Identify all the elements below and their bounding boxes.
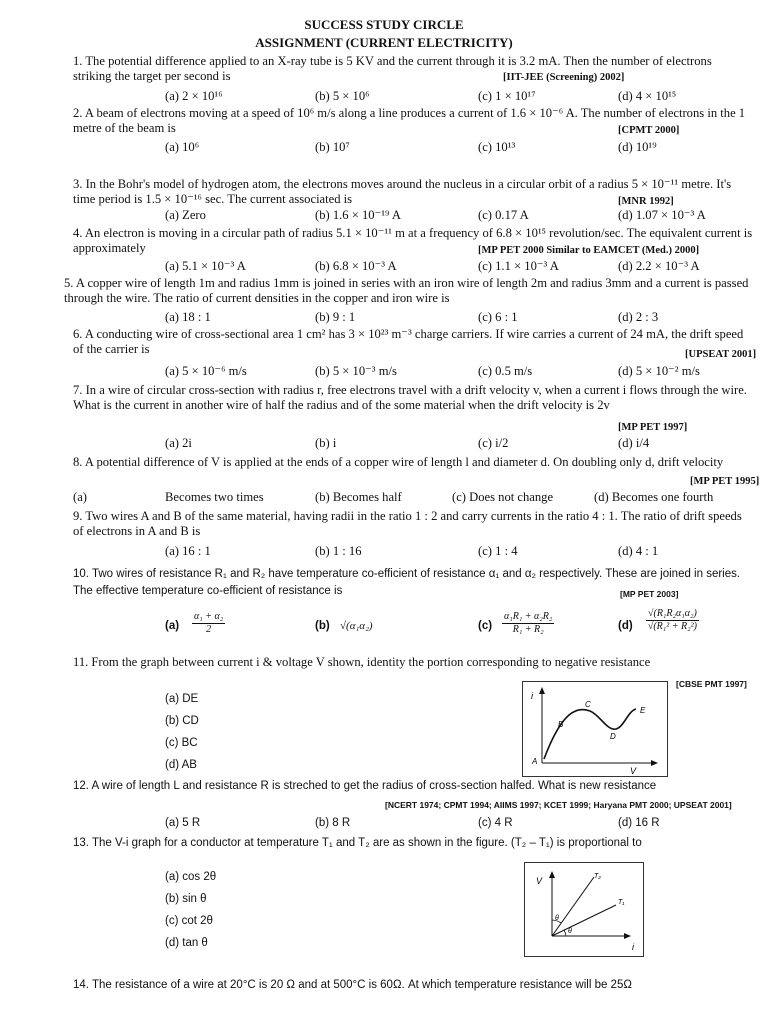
question-10-source: [MP PET 2003] bbox=[620, 589, 679, 599]
q11-options bbox=[165, 692, 199, 780]
q9-option-d: (d) 4 : 1 bbox=[618, 544, 659, 558]
q5-option-c: (c) 6 : 1 bbox=[478, 310, 518, 324]
question-4-source: [MP PET 2000 Similar to EAMCET (Med.) 2000] bbox=[478, 245, 700, 256]
q7-option-a: (a) 2i bbox=[165, 436, 192, 450]
q10-option-b: (b) bbox=[315, 620, 330, 632]
q10-formula-c bbox=[502, 611, 554, 636]
q3-option-d: (d) 1.07 × 10⁻³ A bbox=[618, 208, 706, 222]
q8-option-b: (b) Becomes half bbox=[315, 490, 402, 504]
vi-graph-label-t1: T₁ bbox=[618, 899, 625, 906]
q10-c-denominator: R₁ + R₂ bbox=[512, 624, 544, 635]
q9-option-c: (c) 1 : 4 bbox=[478, 544, 518, 558]
q11-option-a: (a) DE bbox=[165, 693, 199, 705]
question-9-text: 9. Two wires A and B of the same material, having radii in the ratio 1 : 2 and carry currents in the ratio 4 : 1. The ratio of drift speeds of electrons in A and B is bbox=[73, 509, 742, 538]
q5-option-a: (a) 18 : 1 bbox=[165, 310, 211, 324]
question-13-text: 13. The V-i graph for a conductor at temperature T₁ and T₂ are as shown in the figure. (T₂ – T₁) is proportional to bbox=[73, 837, 642, 849]
q1-option-c: (c) 1 × 10¹⁷ bbox=[478, 89, 536, 103]
question-6-text: 6. A conducting wire of cross-sectional area 1 cm² has 3 × 10²³ m⁻³ charge carriers. If wire carries a current of 24 mA, the drift speed of the carrier is bbox=[73, 327, 744, 356]
question-2-text: 2. A beam of electrons moving at a speed of 10⁶ m/s along a line produces a current of 1.6 × 10⁻⁶ A. The number of electrons in the 1 metre of the beam is bbox=[73, 106, 746, 135]
question-7-text: 7. In a wire of circular cross-section with radius r, free electrons travel with a drift velocity v, when a current i flows through the wire. What is the current in another wire of half the radius and of the some material when the drift velocity is 2v bbox=[73, 383, 747, 412]
q10-formula-d bbox=[646, 608, 699, 633]
q1-option-b: (b) 5 × 10⁶ bbox=[315, 89, 370, 103]
iv-graph-point-d: D bbox=[610, 732, 616, 741]
q1-option-a: (a) 2 × 10¹⁶ bbox=[165, 89, 223, 103]
question-8-text: 8. A potential difference of V is applied at the ends of a copper wire of length l and diameter d. On doubling only d, drift velocity bbox=[73, 455, 724, 469]
question-7-source: [MP PET 1997] bbox=[618, 422, 688, 433]
vi-graph-label-t2: T₂ bbox=[594, 873, 601, 880]
question-3-source: [MNR 1992] bbox=[618, 196, 674, 207]
q7-option-d: (d) i/4 bbox=[618, 436, 650, 450]
q13-option-d: (d) tan θ bbox=[165, 937, 208, 949]
q2-option-c: (c) 10¹³ bbox=[478, 140, 516, 154]
q6-option-c: (c) 0.5 m/s bbox=[478, 364, 533, 378]
q6-option-d: (d) 5 × 10⁻² m/s bbox=[618, 364, 700, 378]
iv-graph-point-c: C bbox=[585, 700, 591, 709]
question-1-text: 1. The potential difference applied to an X-ray tube is 5 KV and the current through it is 3.2 mA. Then the number of electrons striking the target per second is bbox=[73, 54, 712, 83]
q13-option-b: (b) sin θ bbox=[165, 893, 207, 905]
question-11-source: [CBSE PMT 1997] bbox=[676, 679, 747, 689]
q10-option-a: (a) bbox=[165, 620, 180, 632]
question-5-text: 5. A copper wire of length 1m and radius 1mm is joined in series with an iron wire of length 2m and radius 3mm and a current is passed through the wire. The ratio of current densities in the copper and iron wire is bbox=[64, 276, 749, 305]
q10-d-numerator: √(R₁R₂α₁α₂) bbox=[648, 608, 697, 619]
vi-graph-angle-lower: θ bbox=[568, 928, 572, 935]
vi-graph-label-i: i bbox=[632, 942, 634, 952]
q6-option-b: (b) 5 × 10⁻³ m/s bbox=[315, 364, 397, 378]
q10-option-c: (c) bbox=[478, 620, 493, 632]
q12-option-b: (b) 8 R bbox=[315, 817, 351, 829]
iv-graph-point-a: A bbox=[532, 757, 538, 766]
q8-option-a: Becomes two times bbox=[165, 490, 264, 504]
vi-graph-angle-upper: θ bbox=[555, 915, 559, 922]
q5-option-b: (b) 9 : 1 bbox=[315, 310, 356, 324]
q6-option-a: (a) 5 × 10⁻⁶ m/s bbox=[165, 364, 247, 378]
question-11-text: 11. From the graph between current i & voltage V shown, identity the portion corresponding to negative resistance bbox=[73, 655, 651, 669]
q9-option-a: (a) 16 : 1 bbox=[165, 544, 211, 558]
q4-option-d: (d) 2.2 × 10⁻³ A bbox=[618, 259, 700, 273]
q10-a-numerator: α₁ + α₂ bbox=[194, 611, 224, 622]
q3-option-c: (c) 0.17 A bbox=[478, 208, 529, 222]
question-4-text: 4. An electron is moving in a circular path of radius 5.1 × 10⁻¹¹ m at a frequency of 6.8 × 10¹⁵ revolution/sec. The equivalent current is approximately bbox=[73, 226, 753, 255]
q11-option-b: (b) CD bbox=[165, 715, 199, 727]
vi-graph-frame bbox=[525, 863, 644, 957]
q13-option-c: (c) cot 2θ bbox=[165, 915, 213, 927]
q13-options bbox=[165, 870, 216, 958]
q8-option-d: (d) Becomes one fourth bbox=[594, 490, 714, 504]
question-2-source: [CPMT 2000] bbox=[618, 125, 680, 136]
assignment-title: ASSIGNMENT (CURRENT ELECTRICITY) bbox=[255, 35, 513, 50]
q4-option-c: (c) 1.1 × 10⁻³ A bbox=[478, 259, 559, 273]
q10-c-numerator: α₁R₁ + α₂R₂ bbox=[504, 611, 553, 622]
q10-d-denominator: √(R₁² + R₂²) bbox=[647, 621, 697, 632]
iv-graph-point-b: B bbox=[558, 720, 564, 729]
iv-graph-label-v: V bbox=[630, 766, 637, 776]
institute-title: SUCCESS STUDY CIRCLE bbox=[304, 17, 464, 32]
q10-formula-b: √(α₁α₂) bbox=[340, 620, 373, 632]
q12-option-c: (c) 4 R bbox=[478, 817, 513, 829]
iv-graph-frame bbox=[523, 682, 668, 777]
question-12-text: 12. A wire of length L and resistance R is streched to get the radius of cross-section halfed. What is new resistance bbox=[73, 780, 657, 792]
q11-option-d: (d) AB bbox=[165, 759, 197, 771]
q2-option-b: (b) 10⁷ bbox=[315, 140, 350, 154]
q8-option-a-label: (a) bbox=[73, 490, 87, 504]
q1-option-d: (d) 4 × 10¹⁵ bbox=[618, 89, 677, 103]
question-14-text: 14. The resistance of a wire at 20°C is 20 Ω and at 500°C is 60Ω. At which temperature resistance will be 25Ω bbox=[73, 979, 632, 991]
question-6-source: [UPSEAT 2001] bbox=[685, 349, 757, 360]
q9-option-b: (b) 1 : 16 bbox=[315, 544, 362, 558]
q7-option-b: (b) i bbox=[315, 436, 337, 450]
question-1-source: [IIT-JEE (Screening) 2002] bbox=[503, 72, 625, 83]
q7-option-c: (c) i/2 bbox=[478, 436, 509, 450]
vi-graph-label-v: V bbox=[536, 876, 543, 886]
question-12-source: [NCERT 1974; CPMT 1994; AIIMS 1997; KCET 1999; Haryana PMT 2000; UPSEAT 2001] bbox=[385, 800, 732, 810]
q4-option-a: (a) 5.1 × 10⁻³ A bbox=[165, 259, 246, 273]
q3-option-a: (a) Zero bbox=[165, 208, 206, 222]
question-3-text: 3. In the Bohr's model of hydrogen atom, the electrons moves around the nucleus in a circular orbit of a radius 5 × 10⁻¹¹ metre. It's time period is 1.5 × 10⁻¹⁶ sec. The current associated is bbox=[73, 177, 732, 206]
q2-option-a: (a) 10⁶ bbox=[165, 140, 200, 154]
iv-graph-label-i: i bbox=[531, 691, 533, 701]
q3-option-b: (b) 1.6 × 10⁻¹⁹ A bbox=[315, 208, 401, 222]
q10-formula-a bbox=[192, 611, 225, 636]
iv-graph-point-e: E bbox=[640, 706, 646, 715]
q4-option-b: (b) 6.8 × 10⁻³ A bbox=[315, 259, 397, 273]
q12-option-a: (a) 5 R bbox=[165, 817, 201, 829]
question-8-source: [MP PET 1995] bbox=[690, 476, 760, 487]
q5-option-d: (d) 2 : 3 bbox=[618, 310, 659, 324]
question-10-text: 10. Two wires of resistance R₁ and R₂ have temperature co-efficient of resistance α₁ and α₂ respectively. These are joined in series. The effective temperature co-efficient of resistance is bbox=[73, 568, 741, 597]
q12-option-d: (d) 16 R bbox=[618, 817, 660, 829]
q2-option-d: (d) 10¹⁹ bbox=[618, 140, 657, 154]
q13-option-a: (a) cos 2θ bbox=[165, 871, 217, 883]
q11-option-c: (c) BC bbox=[165, 737, 198, 749]
q8-option-c: (c) Does not change bbox=[452, 490, 554, 504]
vi-graph-figure bbox=[524, 862, 644, 957]
q10-a-denominator: 2 bbox=[206, 624, 212, 635]
iv-graph-figure bbox=[522, 681, 668, 777]
q10-option-d: (d) bbox=[618, 620, 633, 632]
